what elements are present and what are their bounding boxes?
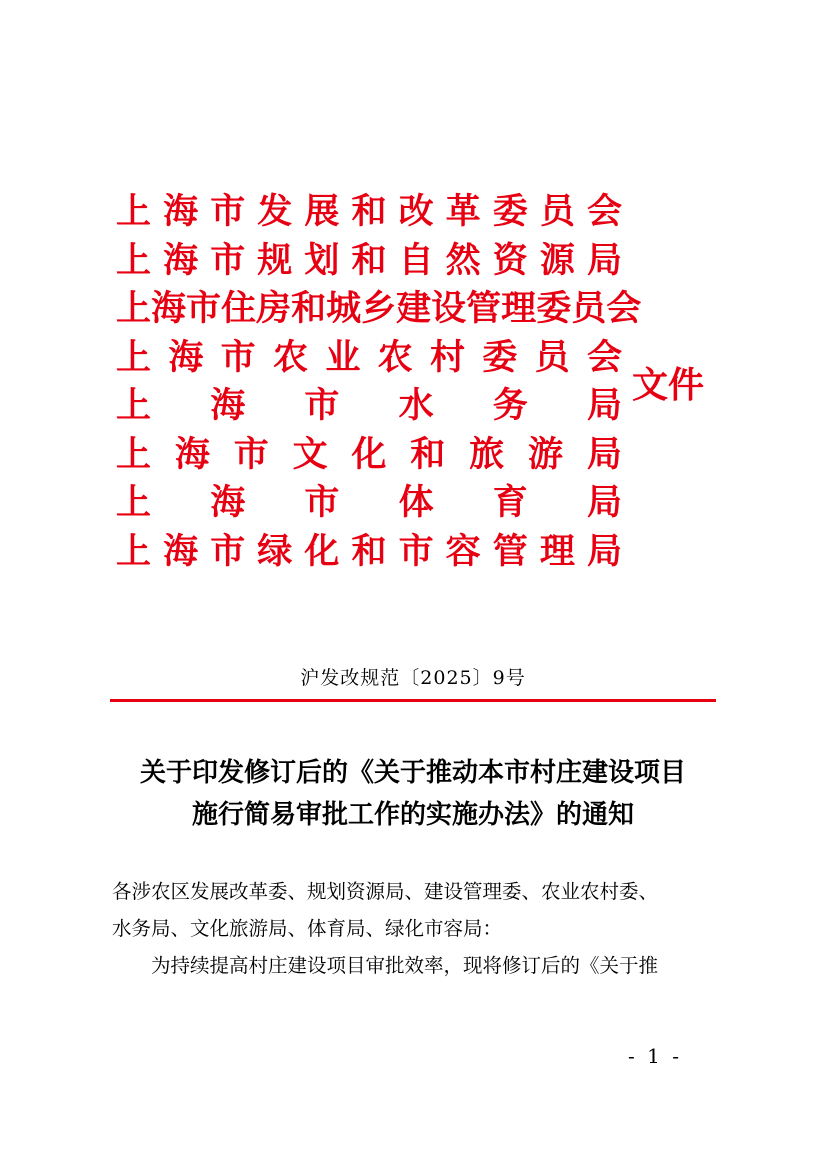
issuer-char: 和 — [351, 191, 387, 232]
issuer-char: 发 — [257, 191, 293, 232]
issuer-char: 绿 — [257, 530, 293, 572]
issuer-char: 会 — [586, 191, 622, 232]
issuer-char: 和 — [410, 433, 446, 475]
document-type-label: 文件 — [632, 364, 705, 406]
red-separator-line — [110, 699, 716, 702]
issuer-line — [116, 237, 622, 286]
issuer-line — [116, 188, 622, 237]
issuer-char: 市 — [210, 530, 246, 572]
issuer-char: 理 — [539, 530, 575, 572]
issuer-char: 村 — [429, 336, 465, 378]
issuer-char: 局 — [586, 239, 622, 281]
issuer-char: 委 — [492, 191, 528, 232]
issuer-char: 化 — [304, 530, 340, 572]
issuer-char: 上 — [116, 385, 152, 426]
issuer-char: 市 — [220, 336, 256, 378]
paragraph-1: 为持续提高村庄建设项目审批效率，现将修订后的《关于推 — [151, 954, 659, 977]
issuer-char: 住 — [221, 288, 257, 329]
issuer-char: 员 — [534, 336, 570, 378]
issuer-char: 农 — [377, 336, 413, 378]
issuer-char: 乡 — [361, 288, 397, 329]
issuer-char: 市 — [210, 239, 246, 281]
issuer-char: 划 — [304, 239, 340, 281]
issuer-char: 会 — [586, 336, 622, 378]
issuer-char: 市 — [398, 530, 434, 572]
issuer-char: 海 — [210, 482, 246, 523]
issuer-char: 市 — [233, 433, 269, 475]
issuer-char: 海 — [163, 239, 199, 281]
issuer-char: 委 — [536, 288, 572, 329]
issuer-line — [116, 479, 622, 528]
issuer-char: 市 — [304, 385, 340, 426]
issuer-char: 上 — [116, 239, 152, 281]
issuer-line — [116, 285, 642, 334]
issuer-char: 上 — [116, 336, 152, 378]
issuer-char: 上 — [116, 433, 152, 475]
issuing-authorities — [116, 188, 642, 576]
issuer-char: 海 — [210, 385, 246, 426]
issuer-char: 海 — [163, 191, 199, 232]
issuer-char: 和 — [351, 239, 387, 281]
issuer-char: 管 — [466, 288, 502, 329]
issuer-char: 然 — [445, 239, 481, 281]
issuer-char: 革 — [445, 191, 481, 232]
issuer-char: 局 — [586, 433, 622, 475]
issuer-char: 改 — [398, 191, 434, 232]
issuer-char: 局 — [586, 482, 622, 523]
issuer-char: 员 — [539, 191, 575, 232]
issuer-char: 海 — [151, 288, 187, 329]
issuer-char: 员 — [571, 288, 607, 329]
issuer-line — [116, 431, 622, 480]
addressee-line-2: 水务局、文化旅游局、体育局、绿化市容局： — [112, 917, 503, 940]
issuer-char: 海 — [168, 336, 204, 378]
issuer-char: 房 — [256, 288, 292, 329]
issuer-char: 化 — [351, 433, 387, 475]
issuer-line — [116, 382, 622, 431]
addressee-line-1: 各涉农区发展改革委、规划资源局、建设管理委、农业农村委、 — [112, 880, 659, 903]
issuer-char: 海 — [163, 530, 199, 572]
issuer-char: 文 — [292, 433, 328, 475]
page-number: - 1 - — [628, 1044, 682, 1068]
issuer-char: 容 — [445, 530, 481, 572]
issuer-char: 务 — [492, 385, 528, 426]
issuer-char: 市 — [304, 482, 340, 523]
issuer-char: 上 — [116, 482, 152, 523]
issuer-char: 建 — [396, 288, 432, 329]
issuer-char: 上 — [116, 288, 152, 329]
issuer-char: 水 — [398, 385, 434, 426]
issuer-char: 海 — [174, 433, 210, 475]
issuer-char: 城 — [326, 288, 362, 329]
issuer-char: 会 — [606, 288, 642, 329]
issuer-char: 委 — [482, 336, 518, 378]
title-line-2: 施行简易审批工作的实施办法》的通知 — [191, 800, 634, 830]
issuer-char: 规 — [257, 239, 293, 281]
issuer-line — [116, 334, 622, 383]
issuer-char: 局 — [586, 530, 622, 572]
issuer-char: 局 — [586, 385, 622, 426]
issuer-char: 上 — [116, 191, 152, 232]
issuer-char: 和 — [351, 530, 387, 572]
title-line-1: 关于印发修订后的《关于推动本市村庄建设项目 — [139, 758, 686, 788]
issuer-char: 市 — [186, 288, 222, 329]
issuer-char: 游 — [528, 433, 564, 475]
issuer-char: 体 — [398, 482, 434, 523]
issuer-char: 上 — [116, 530, 152, 572]
issuer-char: 展 — [304, 191, 340, 232]
issuer-char: 设 — [431, 288, 467, 329]
issuer-char: 育 — [492, 482, 528, 523]
issuer-char: 理 — [501, 288, 537, 329]
document-number: 沪发改规范〔2025〕9号 — [300, 667, 526, 689]
notice-body — [112, 873, 716, 984]
issuer-char: 旅 — [469, 433, 505, 475]
issuer-line — [116, 528, 622, 577]
issuer-char: 业 — [325, 336, 361, 378]
notice-title — [100, 752, 726, 836]
issuer-char: 自 — [398, 239, 434, 281]
issuer-char: 市 — [210, 191, 246, 232]
issuer-char: 农 — [272, 336, 308, 378]
issuer-char: 源 — [539, 239, 575, 281]
issuer-char: 管 — [492, 530, 528, 572]
issuer-char: 和 — [291, 288, 327, 329]
issuer-char: 资 — [492, 239, 528, 281]
